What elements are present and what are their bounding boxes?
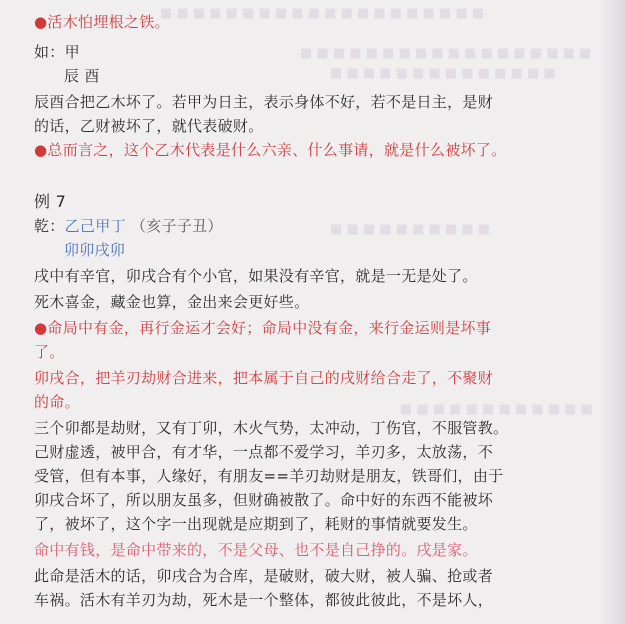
example-branch: 辰 酉 bbox=[64, 67, 100, 85]
bullet-note-cont: 了。 bbox=[34, 343, 65, 361]
body-text: 辰酉合把乙木坏了。若甲为日主，表示身体不好，若不是日主，是财 bbox=[34, 93, 494, 111]
branches: 卯卯戌卯 bbox=[64, 241, 126, 259]
bleed-through-text: ■ ■ ■ ■ ■ ■ ■ ■ ■ ■ ■ ■ ■ ■ ■ ■ ■ ■ bbox=[300, 46, 592, 61]
bleed-through-text: ■ ■ ■ ■ ■ ■ ■ ■ ■ ■ ■ ■ bbox=[400, 402, 593, 417]
example-title: 例 7 bbox=[34, 192, 67, 211]
bullet-summary: ●总而言之，这个乙木代表是什么六亲、什么事请，就是什么被坏了。 bbox=[34, 141, 507, 159]
body-text: 此命是活木的话，卯戌合为合库，是破财，破大财，被人骗、抢或者 bbox=[34, 567, 494, 585]
bleed-through-text: ■ ■ ■ ■ ■ ■ ■ ■ ■ ■ ■ ■ ■ ■ ■ ■ ■ ■ ■ ■ bbox=[160, 6, 485, 21]
page-binding-shadow bbox=[599, 0, 625, 624]
chart-heading bbox=[34, 216, 223, 236]
highlight-text: 的命。 bbox=[34, 393, 80, 411]
example-stem: 如：甲 bbox=[34, 43, 80, 61]
highlight-text: 卯戌合，把羊刃劫财合进来，把本属于自己的戌财给合走了，不聚财 bbox=[34, 369, 494, 387]
body-text: 的话，乙财被坏了，就代表破财。 bbox=[34, 117, 264, 135]
highlight-text: 命中有钱，是命中带来的，不是父母、也不是自己挣的。戌是家。 bbox=[34, 541, 478, 559]
bullet-heading: ●活木怕埋根之铁。 bbox=[34, 13, 170, 31]
body-text: 受管，但有本事，人缘好，有朋友==羊刃劫财是朋友，铁哥们，由于 bbox=[34, 467, 504, 485]
body-text: 了，被坏了，这个字一出现就是应期到了，耗财的事情就要发生。 bbox=[34, 515, 478, 533]
body-text: 戌中有辛官，卯戌合有个小官，如果没有辛官，就是一无是处了。 bbox=[34, 267, 478, 285]
hidden-branches: （亥子子丑） bbox=[130, 217, 223, 235]
bullet-note: ●命局中有金，再行金运才会好；命局中没有金，来行金运则是坏事 bbox=[34, 319, 492, 337]
body-text: 三个卯都是劫财，又有丁卯，木火气势，太冲动，丁伤官，不服管教。 bbox=[34, 419, 509, 437]
chart-label: 乾： bbox=[34, 217, 65, 235]
bleed-through-text: ■ ■ ■ ■ ■ ■ ■ ■ ■ ■ ■ ■ ■ ■ bbox=[330, 66, 556, 81]
bleed-through-text: ■ ■ ■ ■ ■ ■ ■ ■ ■ ■ bbox=[330, 222, 491, 237]
body-text: 己财虚透，被甲合，有才华，一点都不爱学习，羊刃多，太放荡，不 bbox=[34, 443, 494, 461]
stems: 乙己甲丁 bbox=[64, 217, 126, 235]
body-text: 死木喜金，藏金也算，金出来会更好些。 bbox=[34, 293, 310, 311]
body-text: 卯戌合坏了，所以朋友虽多，但财确被散了。命中好的东西不能被坏 bbox=[34, 491, 494, 509]
body-text: 车祸。活木有羊刃为劫，死木是一个整体，都彼此彼此，不是坏人， bbox=[34, 591, 494, 609]
